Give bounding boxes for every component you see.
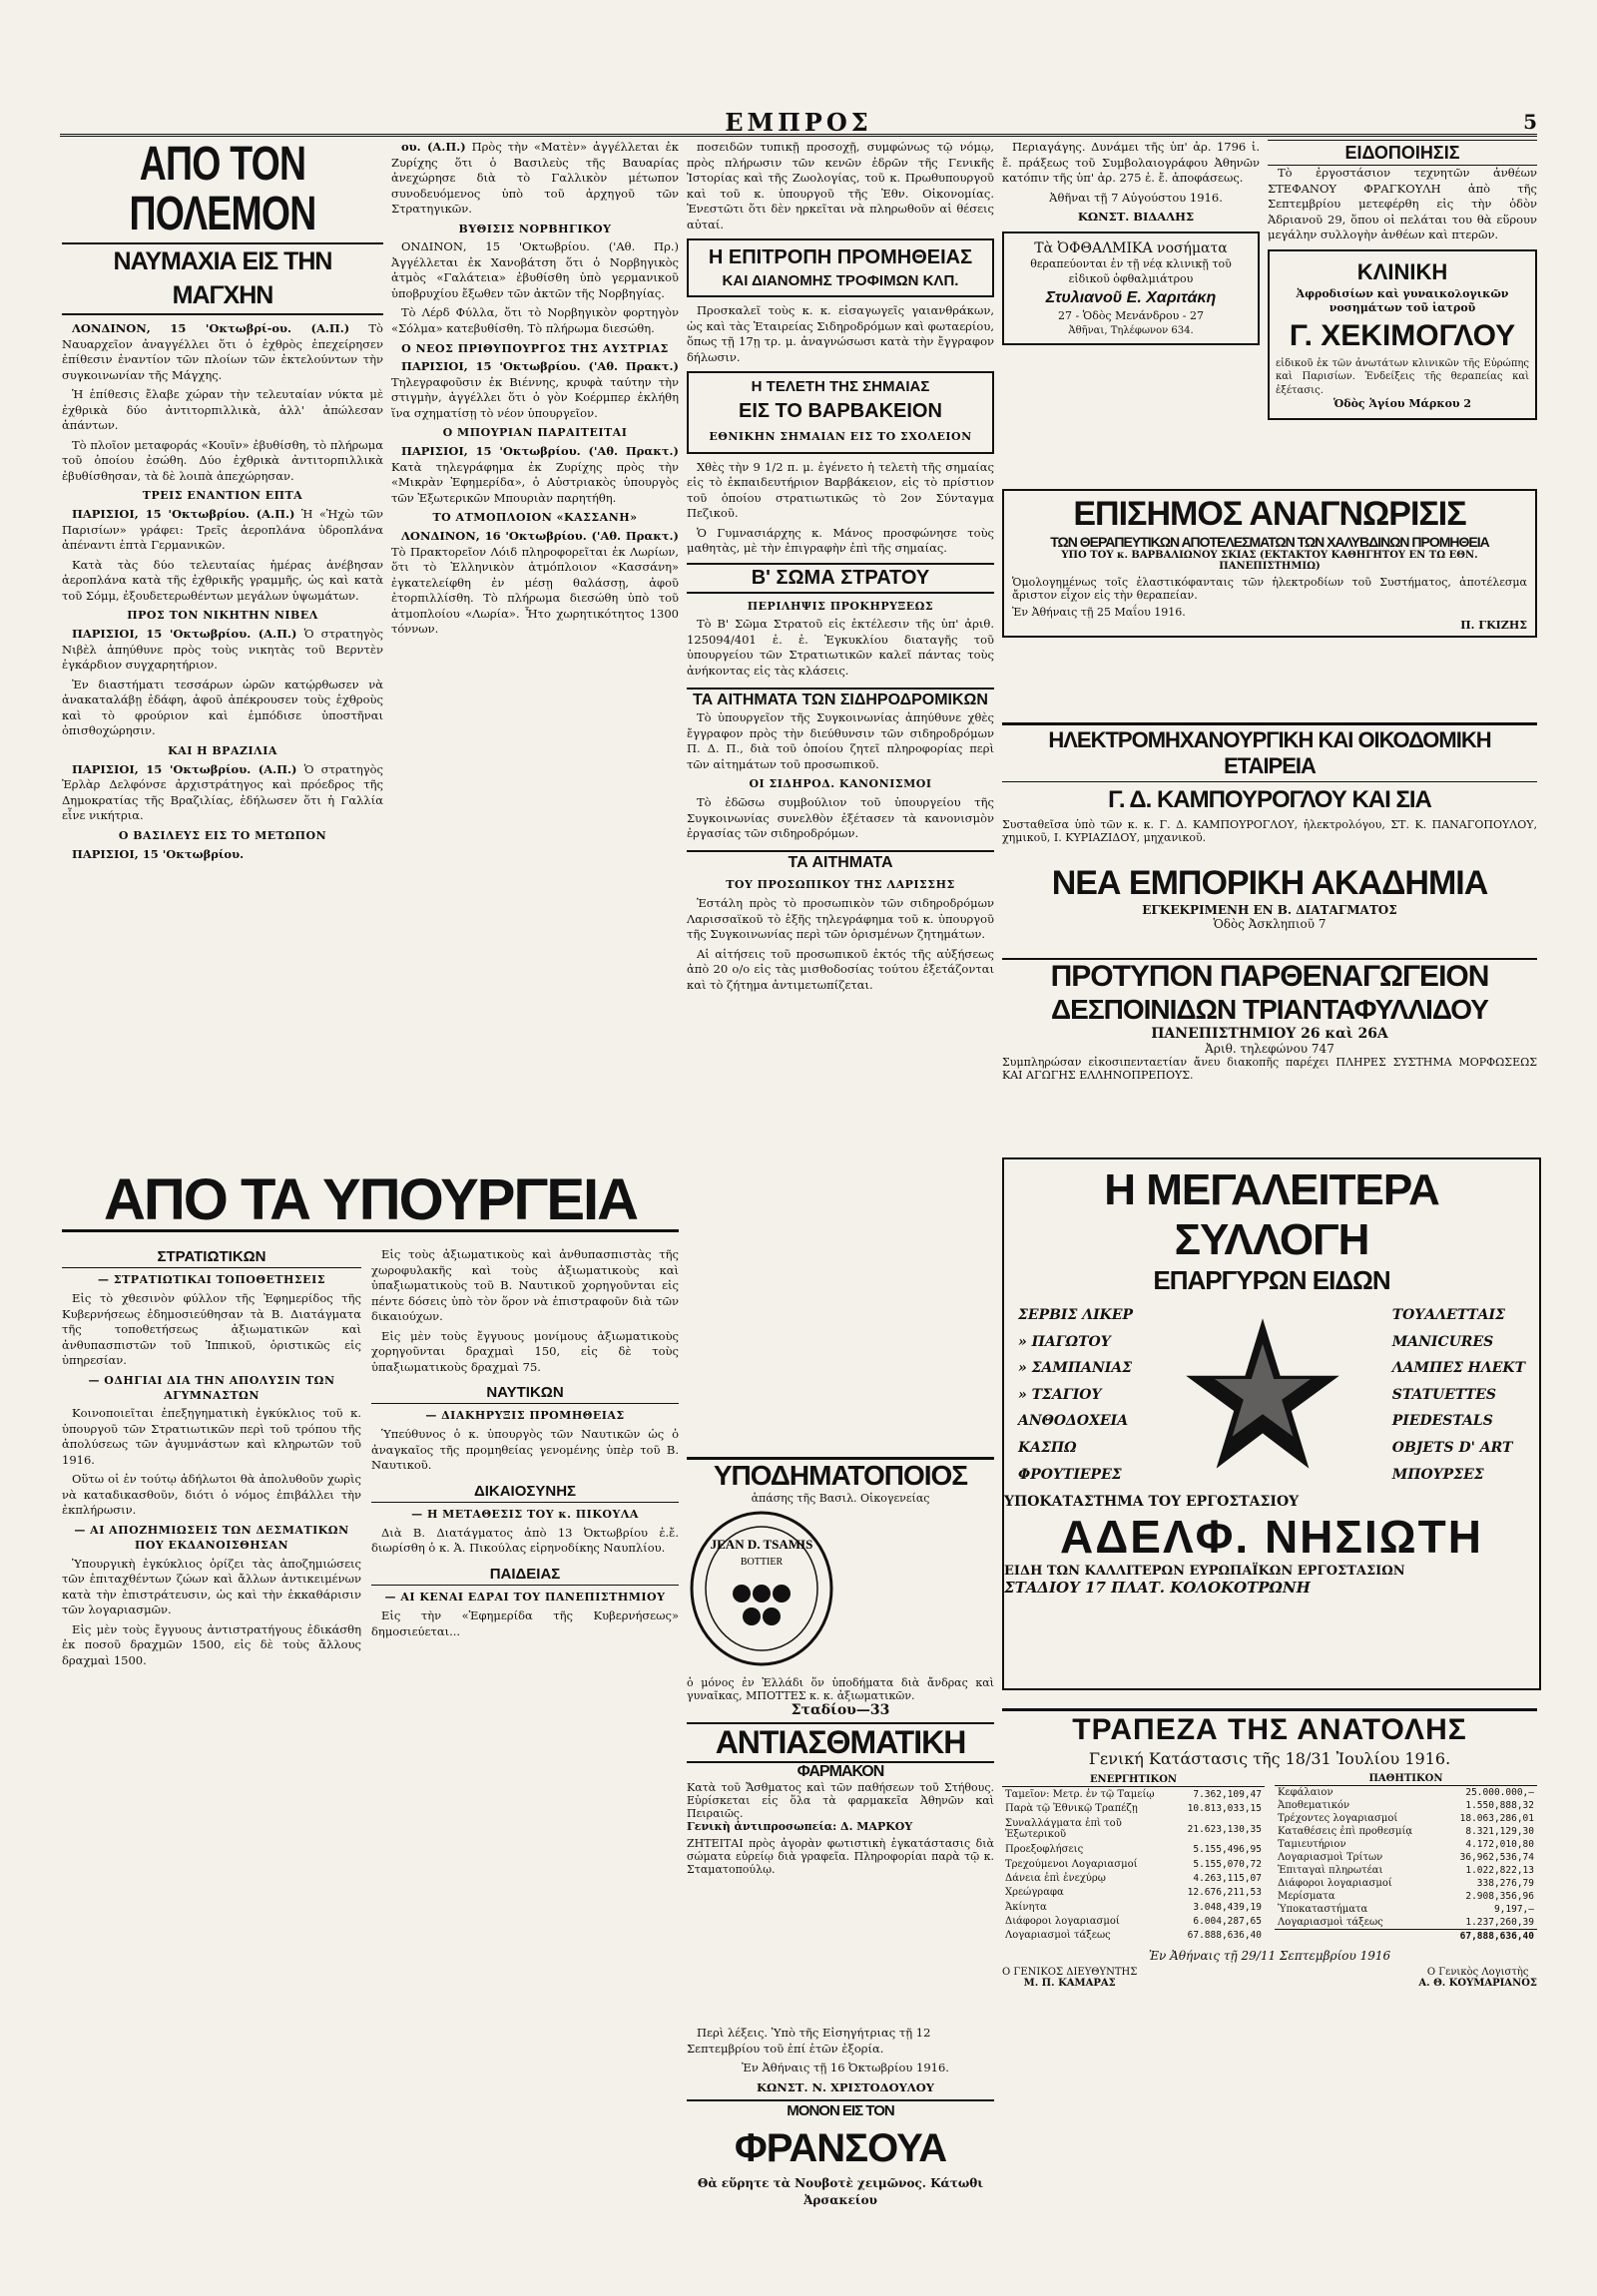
- notice-signer: ΚΩΝΣΤ. ΒΙΔΑΛΗΣ: [1077, 210, 1195, 225]
- ad-address: Ὁδὸς Ἁγίου Μάρκου 2: [1332, 397, 1472, 411]
- silver-items: [1004, 1296, 1539, 1494]
- table-row: [1275, 1786, 1537, 1800]
- row-label: Τρεχούμενοι Λογαριασμοί: [1005, 1858, 1138, 1870]
- row-value: 12.676,211,53: [1187, 1887, 1262, 1899]
- liabilities-table: [1275, 1772, 1537, 1943]
- subheading: — ΟΔΗΓΙΑΙ ΔΙΑ ΤΗΝ ΑΠΟΛΥΣΙΝ ΤΩΝ ΑΓΥΜΝΑΣΤΩΝ: [88, 1373, 335, 1402]
- dateline: ΠΑΡΙΣΙΟΙ, 15 'Οκτωβρίου. (Α.Π.): [72, 627, 297, 642]
- ad-subtitle: ἀπάσης τῆς Βασιλ. Οἰκογενείας: [751, 1492, 930, 1505]
- table-row: [1002, 1843, 1265, 1857]
- row-value: 1.022,822,13: [1465, 1865, 1534, 1876]
- ad-text: εἰδικοῦ ἐκ τῶν ἀνωτάτων κλινικῶν τῆς Εὐρώπης καὶ Παρισίων. Ἐνδείξεις τῆς θεραπείας καὶ ἐξέτασις.: [1276, 357, 1529, 396]
- silver-item: PIEDESTALS: [1391, 1413, 1493, 1430]
- ministries-headline: ΑΠΟ ΤΑ ΥΠΟΥΡΓΕΙΑ: [62, 1171, 679, 1232]
- article-text: Οὕτω οἱ ἐν τούτῳ ἀδήλωτοι θὰ ἀπολυθοῦν χωρὶς νὰ καταδικασθοῦν, διότι ὁ νόμος ἐπιβάλλει τὴν ἐκπλήρωσιν.: [62, 1472, 361, 1518]
- article-text: Περιαγάγης. Δυνάμει τῆς ὑπ' ἀρ. 1796 ἰ. ἔ. πράξεως τοῦ Συμβολαιογράφου Ἀθηνῶν κατόπιν τῆς ὑπ' ἀρ. 275 ἐ. ἔ. ἀποφάσεως.: [1002, 140, 1260, 186]
- ad-text: Κατὰ τοῦ Ἄσθματος καὶ τῶν παθήσεων τοῦ Στήθους. Εὑρίσκεται εἰς ὅλα τὰ φαρμακεῖα Ἀθηνῶν καὶ Πειραιῶς.: [687, 1781, 994, 1820]
- row-label: Λογαριασμοὶ Τρίτων: [1278, 1852, 1383, 1863]
- ad-line: Τὰ ὈΦΘΑΛΜΙΚΑ νοσήματα: [1034, 239, 1228, 256]
- row-value: 5.155,496,95: [1193, 1844, 1262, 1856]
- row-value: 6.004,287,65: [1193, 1915, 1262, 1927]
- seal-name: JEAN D. TSAMIS: [710, 1537, 813, 1552]
- bank-total: 67,888,636,40: [1442, 1930, 1537, 1944]
- bank-title: ΤΡΑΠΕΖΑ ΤΗΣ ΑΝΑΤΟΛΗΣ: [1072, 1713, 1467, 1746]
- row-label: Παρὰ τῷ Ἐθνικῷ Τραπέζῃ: [1005, 1803, 1138, 1815]
- table-row: [1275, 1812, 1537, 1825]
- doctor-name: Γ. ΧΕΚΙΜΟΓΛΟΥ: [1289, 319, 1516, 353]
- ad-text: Συσταθεῖσα ὑπὸ τῶν κ. κ. Γ. Δ. ΚΑΜΠΟΥΡΟΓΛΟΥ, ἠλεκτρολόγου, ΣΤ. Κ. ΠΑΝΑΓΟΠΟΥΛΟΥ, χημικοῦ, Ι. ΚΥΡΙΑΖΙΔΟΥ, μηχανικοῦ.: [1002, 818, 1537, 844]
- subheading: ΤΡΕΙΣ ΕΝΑΝΤΙΟΝ ΕΠΤΑ: [142, 489, 303, 503]
- table-row: [1002, 1914, 1265, 1928]
- war-news-column-2: [391, 140, 679, 642]
- recognition-ad: [1002, 489, 1537, 638]
- subheading: ΕΘΝΙΚΗΝ ΣΗΜΑΙΑΝ ΕΙΣ ΤΟ ΣΧΟΛΕΙΟΝ: [709, 429, 972, 443]
- ad-text: Θὰ εὕρητε τὰ Νουβοτὲ χειμῶνος. Κάτωθι Ἀρσακείου: [697, 2176, 984, 2207]
- section-title: ΝΑΥΤΙΚΩΝ: [371, 1383, 679, 1404]
- article-text: Ἐστάλη πρὸς τὸ προσωπικὸν τῶν σιδηροδρόμων Λαρισσαϊκοῦ τὸ ἑξῆς τηλεγράφημα τοῦ κ. ὑπουργοῦ τῆς Συγκοινωνίας περὶ τῶν ὁρισμένων ζητημάτων.: [687, 895, 994, 942]
- ad-text: ὁ μόνος ἐν Ἑλλάδι ὅν ὑποδήματα διὰ ἄνδρας καὶ γυναῖκας, ΜΠΟΤΤΕΣ κ. κ. ἀξιωματικῶν.: [687, 1676, 994, 1702]
- silver-item: ΦΡΟΥΤΙΕΡΕΣ: [1018, 1466, 1122, 1483]
- section-title: ΤΑ ΑΙΤΗΜΑΤΑ ΤΩΝ ΣΙΔΗΡΟΔΡΟΜΙΚΩΝ: [687, 688, 994, 711]
- subheading: ΚΑΙ Η ΒΡΑΖΙΛΙΑ: [168, 743, 277, 757]
- ads-column: [1268, 140, 1537, 426]
- silver-item: ΑΝΘΟΔΟΧΕΙΑ: [1018, 1413, 1129, 1430]
- ad-title: ΗΛΕΚΤΡΟΜΗΧΑΝΟΥΡΓΙΚΗ ΚΑΙ ΟΙΚΟΔΟΜΙΚΗ ΕΤΑΙΡΕΙΑ: [1002, 722, 1537, 782]
- article-text: Χθὲς τὴν 9 1/2 π. μ. ἐγένετο ἡ τελετὴ τῆς σημαίας εἰς τὸ ἐκπαιδευτήριον Βαρβάκειον, εἰς τὸ πρίστιον τοῦ ὁποίου στρατιωτικῶς τὸ 2ον Σύνταγμα Πεζικοῦ.: [687, 459, 994, 521]
- article-text: Τὸ Πρακτορεῖον Λόιδ πληροφορεῖται ἐκ Λωρίων, ὅτι τὸ Ἑλληνικὸν ἀτμόπλοιον «Κασσάνη» ἐγκατελείφθη ἐν μέσῃ θαλάσσῃ, ἀφοῦ ἐτορπιλλίσθη. Τὸ πλήρωμα διεσώθη ὑπὸ τοῦ ἀτμοπλοίου «Λωρία». Ἦτο χωρητικότητος 1300 τόννων.: [391, 544, 679, 637]
- shoemaker-seal-icon: [687, 1509, 836, 1668]
- ad-subtitle: ΕΓΚΕΚΡΙΜΕΝΗ ΕΝ Β. ΔΙΑΤΑΓΜΑΤΟΣ: [1142, 903, 1397, 917]
- article-text: Ὁ στρατηγὸς Ἐρλὰρ Δελφόνσε ἀρχιστράτηγος καὶ πρόεδρος τῆς Δημοκρατίας τῆς Βραζιλίας, ἐδήλωσεν ὅτι ἡ Γαλλία εἶνε νικήτρια.: [62, 761, 383, 823]
- row-label: Τρέχοντες λογαριασμοί: [1278, 1813, 1398, 1824]
- row-label: Δάνεια ἐπὶ ἐνεχύρῳ: [1005, 1872, 1106, 1884]
- ministries-column-1: [62, 1247, 361, 1672]
- silver-item: STATUETTES: [1391, 1386, 1497, 1403]
- assets-header: ΕΝΕΡΓΗΤΙΚΟΝ: [1002, 1772, 1265, 1787]
- domestic-news-column: [687, 140, 994, 997]
- section-title: ΚΑΙ ΔΙΑΝΟΜΗΣ ΤΡΟΦΙΜΩΝ ΚΛΠ.: [722, 272, 959, 290]
- table-row: [1002, 1900, 1265, 1914]
- academy-ad: [1002, 864, 1537, 931]
- subheading: ΠΕΡΙΛΗΨΙΣ ΠΡΟΚΗΡΥΞΕΩΣ: [747, 599, 934, 613]
- ad-subtitle: ΦΑΡΜΑΚΟΝ: [797, 1763, 884, 1780]
- table-row: [1002, 1787, 1265, 1802]
- subheading: — ΣΤΡΑΤΙΩΤΙΚΑΙ ΤΟΠΟΘΕΤΗΣΕΙΣ: [98, 1273, 325, 1287]
- row-label: Λογαριασμοὶ τάξεως: [1005, 1930, 1111, 1942]
- row-label: Ἀκίνητα: [1005, 1901, 1047, 1913]
- liabilities-header: ΠΑΘΗΤΙΚΟΝ: [1275, 1772, 1537, 1786]
- ad-signer: Π. ΓΚΙΖΗΣ: [1460, 619, 1527, 632]
- school-ad: [1002, 958, 1537, 1082]
- table-row: [1275, 1864, 1537, 1877]
- row-label: Διάφοροι λογαριασμοί: [1278, 1878, 1392, 1889]
- row-value: 10.813,033,15: [1187, 1803, 1262, 1815]
- article-text: Εἰς μὲν τοὺς ἔγγυους μονίμους ἀξιωματικοὺς χορηγοῦνται δραχμαὶ 150, εἰς δὲ τοὺς ὑπαξιωματικοὺς δραχμαὶ 75.: [371, 1328, 679, 1374]
- silver-item: » ΠΑΓΩΤΟΥ: [1018, 1333, 1111, 1350]
- notice-date: Ἀθῆναι τῇ 7 Αὐγούστου 1916.: [1049, 190, 1223, 205]
- subheading: — ΑΙ ΚΕΝΑΙ ΕΔΡΑΙ ΤΟΥ ΠΑΝΕΠΙΣΤΗΜΙΟΥ: [384, 1591, 666, 1605]
- accountant-title: Ο Γενικὸς Λογιστὴς: [1426, 1967, 1529, 1978]
- ad-date: Ἐν Ἀθήναις τῇ 25 Μαΐου 1916.: [1012, 606, 1186, 619]
- ad-address: Σταδίου—33: [791, 1702, 890, 1718]
- article-text: Εἰς τοὺς ἀξιωματικοὺς καὶ ἀνθυπασπιστὰς τῆς χωροφυλακῆς καὶ τοὺς ἀξιωματικοὺς καὶ ὑπαξιωματικοὺς τοῦ Β. Ναυτικοῦ χορηγοῦνται εἰς πέντε δόσεις ὑπὸ τὸν ὅρον νὰ ἐπιστραφοῦν διὰ τῶν δικαιούχων.: [371, 1247, 679, 1324]
- subheading: ΠΡΟΣ ΤΟΝ ΝΙΚΗΤΗΝ ΝΙΒΕΛ: [127, 609, 318, 623]
- article-text: Προσκαλεῖ τοὺς κ. κ. εἰσαγωγεῖς γαιανθράκων, ὡς καὶ τὰς Ἑταιρείας Σιδηροδρόμων καὶ φωταερίου, ὅπως τῇ 17ῃ τρ. μ. ἀναγνώσωσι κατὰ τὴν ἔγγραφον δήλωσιν.: [687, 303, 994, 364]
- row-label: Ταμιευτήριον: [1278, 1839, 1346, 1850]
- table-row: [1275, 1916, 1537, 1930]
- ad-title: ΦΡΑΝΣΟΥΑ: [734, 2126, 947, 2171]
- article-text: Τὸ ἐργοστάσιον τεχνητῶν ἀνθέων ΣΤΕΦΑΝΟΥ ΦΡΑΓΚΟΥΛΗ ἀπὸ τῆς Σεπτεμβρίου μετεφέρθη εἰς τὴν ὁδὸν Ἀδριανοῦ 29, ὅπου οἱ πελάται του θὰ εὕρουν μεγάλην συλλογὴν ἀνθέων καὶ πτερῶν.: [1268, 166, 1537, 242]
- subheading: ΒΥΘΙΣΙΣ ΝΟΡΒΗΓΙΚΟΥ: [458, 222, 612, 235]
- silver-item: » ΣΑΜΠΑΝΙΑΣ: [1018, 1360, 1133, 1377]
- ad-address: Ὁδὸς Ἀσκληπιοῦ 7: [1213, 917, 1327, 931]
- table-row: [1002, 1816, 1265, 1842]
- ad-line: ΕΙΔΗ ΤΩΝ ΚΑΛΛΙΤΕΡΩΝ ΕΥΡΩΠΑΪΚΩΝ ΕΡΓΟΣΤΑΣΙΩΝ: [1004, 1564, 1405, 1580]
- ad-title: ΔΕΣΠΟΙΝΙΔΩΝ ΤΡΙΑΝΤΑΦΥΛΛΙΔΟΥ: [1051, 994, 1488, 1025]
- silver-item: ΤΟΥΑΛΕΤΤΑΙΣ: [1391, 1307, 1505, 1323]
- clinic-ad: [1268, 249, 1537, 420]
- section-title: ΠΑΙΔΕΙΑΣ: [371, 1565, 679, 1586]
- article-text: ποσειδῶν τυπικῇ προσοχῇ, συμφώνως τῷ νόμῳ, πρὸς πλήρωσιν τῶν κενῶν ἐδρῶν τῆς Γενικῆς Ἱστορίας καὶ τῆς Ζωολογίας, τοῦ κ. Πρωθυπουργοῦ καὶ τοῦ κ. ὑπουργοῦ τῆς Ἐθν. Οἰκονομίας. Ἐνεστῶτι ὅτι δὲν ηρκεῖται νὰ πληρωθοῦν αἱ θέσεις αὐταί.: [687, 140, 994, 231]
- article-text: Διὰ Β. Διατάγματος ἀπὸ 13 Ὀκτωβρίου ἐ.ἔ. διωρίσθη ὁ κ. Ἀ. Πικούλας εἰρηνοδίκης Ναυπλίου.: [371, 1525, 679, 1556]
- row-value: 1.237,260,39: [1465, 1917, 1534, 1928]
- article-text: Τὸ Λέρδ Φύλλα, ὅτι τὸ Νορβηγικὸν φορτηγὸν «Σόλμα» κατεβυθίσθη. Τὸ πλήρωμα διεσώθη.: [391, 305, 679, 335]
- ad-address: 27 - Ὁδὸς Μενάνδρου - 27: [1058, 308, 1204, 322]
- dateline: ΠΑΡΙΣΙΟΙ, 15 'Οκτωβρίου. ('Αθ. Πρακτ.): [401, 444, 679, 459]
- war-headline: ΑΠΟ ΤΟΝ ΠΟΛΕΜΟΝ: [129, 138, 316, 241]
- article-text: Εἰς μὲν τοὺς ἔγγυους ἀντιστρατήγους ἐδικάσθη ἐκ ποσοῦ δραχμῶν 1500, εἰς δὲ τοὺς ἄλλους δραχμαὶ 1500.: [62, 1621, 361, 1667]
- article-text: Ἡ ἐπίθεσις ἔλαβε χώραν τὴν τελευταίαν νύκτα μὲ ἐχθρικὰ δύο ἀντιτορπιλλικὰ, ἀλλ' ἀπώλεσαν ἁπάντων.: [62, 387, 383, 433]
- row-value: 7.362,109,47: [1193, 1789, 1262, 1801]
- table-row: [1002, 1929, 1265, 1943]
- article-text: Τὸ ἐδῶσω συμβούλιον τοῦ ὑπουργείου τῆς Συγκοινωνίας συνελθὸν ἐξέτασεν τὰ κανονισμὸν ἐργασίας τῶν σιδηροδρόμων.: [687, 795, 994, 841]
- article-text: Κοινοποιεῖται ἐπεξηγηματικὴ ἐγκύκλιος τοῦ κ. ὑπουργοῦ τῶν Στρατιωτικῶν περὶ τοῦ τρόπου τῆς ἀπολύσεως τῶν ἀγυμνάστων καὶ κληρωτῶν τοῦ 1916.: [62, 1406, 361, 1467]
- ministries-column-2: [371, 1247, 679, 1643]
- row-value: 4.172,010,80: [1465, 1839, 1534, 1850]
- legal-notice: [687, 2026, 994, 2208]
- row-label: Κεφάλαιον: [1278, 1787, 1333, 1798]
- row-value: 1.550,888,32: [1465, 1800, 1534, 1811]
- row-label: Ἀποθεματικόν: [1278, 1800, 1350, 1811]
- ad-address: ΣΤΑΔΙΟΥ 17 ΠΛΑΤ. ΚΟΛΟΚΟΤΡΩΝΗ: [1004, 1579, 1311, 1598]
- seal-sub: BOTTIER: [740, 1557, 784, 1568]
- silver-item: » ΤΣΑΓΙΟΥ: [1018, 1386, 1102, 1403]
- ad-title: ΠΡΟΤΥΠΟΝ ΠΑΡΘΕΝΑΓΩΓΕΙΟΝ: [1050, 960, 1489, 993]
- page-number: 5: [1523, 110, 1537, 134]
- ad-agent: Γενικὴ ἀντιπροσωπεία: Δ. ΜΑΡΚΟΥ: [687, 1820, 913, 1833]
- subheading: Ο ΒΑΣΙΛΕΥΣ ΕΙΣ ΤΟ ΜΕΤΩΠΟΝ: [118, 828, 327, 842]
- silverware-ad: [1002, 1157, 1541, 1690]
- subheading: ΤΟ ΑΤΜΟΠΛΟΙΟΝ «ΚΑΣΣΑΝΗ»: [432, 511, 638, 525]
- subheading: — ΑΙ ΑΠΟΖΗΜΙΩΣΕΙΣ ΤΩΝ ΔΕΣΜΑΤΙΚΩΝ ΠΟΥ ΕΚΔΑΝΟΙΣΘΗΣΑΝ: [74, 1523, 349, 1552]
- table-row: [1275, 1799, 1537, 1812]
- subheading: Ο ΝΕΟΣ ΠΡΙΘΥΠΟΥΡΓΟΣ ΤΗΣ ΑΥΣΤΡΙΑΣ: [401, 341, 669, 355]
- row-value: 3.048,439,19: [1193, 1901, 1262, 1913]
- subheading: ΟΙ ΣΙΔΗΡΟΔ. ΚΑΝΟΝΙΣΜΟΙ: [749, 777, 932, 791]
- ad-line: θεραπεύονται ἐν τῇ νέᾳ κλινικῇ τοῦ εἰδικοῦ ὀφθαλμιάτρου: [1030, 257, 1232, 286]
- row-label: Συναλλάγματα ἐπὶ τοῦ Ἐξωτερικοῦ: [1005, 1818, 1122, 1841]
- row-label: Λογαριασμοὶ τάξεως: [1278, 1917, 1383, 1928]
- article-text: Κατὰ τὰς δύο τελευταίας ἡμέρας ἀνέβησαν ἀεροπλάνα κατὰ τῆς ἐχθρικῆς γραμμῆς, ὡς καὶ κατὰ τοῦ Σόμμ, ἐξουδετερωθέντων μεγάλων ὑψωμάτων.: [62, 557, 383, 603]
- article-text: Εἰς τὸ χθεσινὸν φύλλον τῆς Ἐφημερίδος τῆς Κυβερνήσεως ἐδημοσιεύθησαν τὰ Β. Διατάγματα τῆς τοποθετήσεως ἀξιωματικῶν καὶ ἀνθυπασπιστῶν τοῦ Ἱππικοῦ, ὁριστικῶς εἰς ὑπηρεσίαν.: [62, 1291, 361, 1368]
- table-row: [1275, 1851, 1537, 1864]
- article-text: Τὸ ὑπουργεῖον τῆς Συγκοινωνίας ἀπηύθυνε χθὲς ἔγγραφον πρὸς τὴν διεύθυνσιν τῶν σιδηροδρόμων Π. Δ. Π., διὰ τοῦ ὁποίου ζητεῖ πληροφορίας περὶ τῶν αἰτημάτων τοῦ προσωπικοῦ.: [687, 710, 994, 771]
- article-text: Ὁ Γυμνασιάρχης κ. Μάνος προσφώνησε τοὺς μαθητὰς, μὲ τὴν ἐπιγραφὴν ἐπὶ τῆς σημαίας.: [687, 525, 994, 556]
- ad-title: ΕΠΙΣΗΜΟΣ ΑΝΑΓΝΩΡΙΣΙΣ: [1073, 495, 1466, 533]
- section-title: Η ΕΠΙΤΡΟΠΗ ΠΡΟΜΗΘΕΙΑΣ: [708, 246, 973, 269]
- director-title: Ο ΓΕΝΙΚΟΣ ΔΙΕΥΘΥΝΤΗΣ: [1002, 1967, 1138, 1978]
- section-title: ΕΙΣ ΤΟ ΒΑΡΒΑΚΕΙΟΝ: [739, 399, 942, 422]
- bank-date: Ἐν Ἀθήναις τῇ 29/11 Σεπτεμβρίου 1916: [1148, 1949, 1391, 1963]
- row-label: Διάφοροι λογαριασμοί: [1005, 1915, 1120, 1927]
- dateline: ΠΑΡΙΣΙΟΙ, 15 'Οκτωβρίου. ('Αθ. Πρακτ.): [401, 359, 679, 374]
- article-text: Τὸ Β' Σῶμα Στρατοῦ εἰς ἐκτέλεσιν τῆς ὑπ' ἀριθ. 125094/401 ἐ. ἐ. Ἐγκυκλίου διαταγῆς τοῦ ὑπουργείου τῶν Στρατιωτικῶν καλεῖ πάντας τοὺς ἀνήκοντας εἰς τὰς κλάσεις.: [687, 617, 994, 678]
- article-text: Ὑπεύθυνος ὁ κ. ὑπουργὸς τῶν Ναυτικῶν ὡς ὁ ἀναγκαῖος τῆς προμηθείας γενομένης ὑπὲρ τοῦ Β. Ναυτικοῦ.: [371, 1427, 679, 1473]
- article-text: Κατὰ τηλεγράφημα ἐκ Ζυρίχης πρὸς τὴν «Μικρὰν Ἐφημερίδα», ὁ Αὐστριακὸς ὑπουργὸς τῶν Ἐξωτερικῶν Μπουριὰν παρητήθη.: [391, 459, 679, 505]
- dateline: ου. (Α.Π.): [401, 140, 466, 154]
- newspaper-title: ΕΜΠΡΟΣ: [725, 108, 872, 137]
- row-value: 18.063,286,01: [1459, 1813, 1534, 1824]
- dateline: ΠΑΡΙΣΙΟΙ, 15 'Οκτωβρίου. (Α.Π.): [72, 507, 295, 522]
- notice-title: ΕΙΔΟΠΟΙΗΣΙΣ: [1268, 140, 1537, 166]
- table-row: [1275, 1825, 1537, 1838]
- row-label: Μερίσματα: [1278, 1891, 1335, 1902]
- table-row: [1002, 1871, 1265, 1885]
- section-title: Β' ΣΩΜΑ ΣΤΡΑΤΟΥ: [687, 563, 994, 594]
- article-text: Πρὸς τὴν «Ματὲν» ἀγγέλλεται ἐκ Ζυρίχης ὅτι ὁ Βασιλεὺς τῆς Βαυαρίας ἀνεχώρησε διὰ τὸ Γαλλικὸν μέτωπον συνοδευόμενος ὑπὸ τοῦ ἀρχηγοῦ τῶν Στρατηγικῶν.: [391, 140, 679, 217]
- section-title: ΤΑ ΑΙΤΗΜΑΤΑ: [687, 850, 994, 874]
- silver-item: ΣΕΡΒΙΣ ΛΙΚΕΡ: [1018, 1307, 1134, 1323]
- war-news-column-1: [62, 140, 383, 866]
- ad-title: ΑΝΤΙΑΣΘΜΑΤΙΚΗ: [687, 1722, 994, 1763]
- company-name: ΑΔΕΛΦ. ΝΗΣΙΩΤΗ: [1060, 1511, 1483, 1564]
- article-text: Ἡ «Ἠχὼ τῶν Παρισίων» γράφει: Τρεῖς ἀεροπλάνα ὑδροπλάνα ἀπέναντι ἑπτὰ Γερμανικῶν.: [62, 507, 384, 553]
- notice-signer: ΚΩΝΣΤ. Ν. ΧΡΙΣΤΟΔΟΥΛΟΥ: [757, 2079, 934, 2094]
- supply-committee-box: [687, 238, 994, 297]
- notices-column: [1002, 140, 1260, 351]
- article-text: Ὑπουργικὴ ἐγκύκλιος ὁρίζει τὰς ἀποζημιώσεις τῶν ἐπιταχθέντων ζώων καὶ ἄλλων ἀντικειμένων κατὰ τὴν ἐπιστράτευσιν, ὡς καὶ τὴν ἐκκαθάρισιν τῶν λογαριασμῶν.: [62, 1556, 361, 1617]
- row-value: 21.623,130,35: [1187, 1823, 1262, 1835]
- section-title: ΣΤΡΑΤΙΩΤΙΚΩΝ: [62, 1247, 361, 1268]
- shoemaker-ad: [687, 1457, 994, 1876]
- article-text: Εἰς τὴν «Ἐφημερίδα τῆς Κυβερνήσεως» δημοσιεύεται...: [371, 1607, 679, 1638]
- silver-item: ΛΑΜΠΕΣ ΗΛΕΚΤ: [1391, 1360, 1525, 1377]
- section-title: Η ΤΕΛΕΤΗ ΤΗΣ ΣΗΜΑΙΑΣ: [751, 378, 930, 396]
- subheading: Ο ΜΠΟΥΡΙΑΝ ΠΑΡΑΙΤΕΙΤΑΙ: [442, 426, 628, 440]
- subheading: ΤΟΥ ΠΡΟΣΩΠΙΚΟΥ ΤΗΣ ΛΑΡΙΣΣΗΣ: [726, 878, 955, 892]
- article-text: Περὶ λέξεις. Ὑπὸ τῆς Εἰσηγήτριας τῇ 12 Σεπτεμβρίου τοῦ ἐπί ἐτῶν ἐξορία.: [687, 2026, 931, 2056]
- table-row: [1275, 1838, 1537, 1851]
- row-value: 9,197,—: [1493, 1904, 1534, 1915]
- silver-item: OBJETS D' ART: [1391, 1439, 1513, 1456]
- ad-subtitle: ΤΩΝ ΘΕΡΑΠΕΥΤΙΚΩΝ ΑΠΟΤΕΛΕΣΜΑΤΩΝ ΤΩΝ ΧΑΛΥΒΔΙΝΩΝ ΠΡΟΜΗΘΕΙΑ: [1050, 534, 1489, 550]
- ad-title: ΚΛΙΝΙΚΗ: [1356, 258, 1448, 284]
- article-text: Ἐν διαστήματι τεσσάρων ὡρῶν κατῴρθωσεν νὰ ἀνακαταλάβῃ ἐδάφη, ἀφοῦ ἀπέκρουσεν τοὺς ἐχθροὺς καὶ τὸ φρούριον καὶ ἐμπόδισε ὑποστῆναι ὀπισθοχώρησιν.: [62, 677, 383, 738]
- ad-title: ΝΕΑ ΕΜΠΟΡΙΚΗ ΑΚΑΔΗΜΙΑ: [1051, 864, 1488, 902]
- company-name: Γ. Δ. ΚΑΜΠΟΥΡΟΓΛΟΥ ΚΑΙ ΣΙΑ: [1108, 786, 1431, 813]
- silver-items-right: [1392, 1302, 1525, 1488]
- row-value: 67.888,636,40: [1187, 1930, 1262, 1942]
- ad-text: ΖΗΤΕΙΤΑΙ πρὸς ἀγορὰν φωτιστικὴ ἐγκατάστασις διὰ σώματα εὐρείῳ διὰ γραφεῖα. Πληροφορίαι παρὰ τῷ κ. Σταματοπούλῳ.: [687, 1837, 994, 1876]
- star-icon: [1183, 1315, 1342, 1475]
- masthead: [60, 108, 1537, 137]
- article-text: Τὸ Ναυαρχεῖον ἀναγγέλλει ὅτι ὁ ἐχθρὸς ἐπεχείρησεν ἐπίθεσιν ἐναντίον τῶν πλοίων τῶν ἐκτελούντων τὴν συγκοινωνίαν τῆς Μάγχης.: [62, 321, 383, 382]
- row-label: Ὑποκαταστήματα: [1278, 1904, 1368, 1915]
- table-row: [1275, 1877, 1537, 1890]
- silver-items-left: [1018, 1302, 1133, 1488]
- article-text: ΟΝΔΙΝΟΝ, 15 'Οκτωβρίου. ('Αθ. Πρ.) Ἀγγέλλεται ἐκ Χανοβάτση ὅτι ὁ Νορβηγικὸς ἀτμὸς «Γαλάτεια» ἐβυθίσθη ὑπὸ γερμανικοῦ ὑποβρυχίου ἔξωθεν τῶν ἀκτῶν τῆς Νορβηγίας.: [391, 239, 679, 300]
- ad-phone: Ἀριθ. τηλεφώνου 747: [1205, 1042, 1334, 1056]
- bank-subtitle: Γενική Κατάστασις τῆς 18/31 Ἰουλίου 1916.: [1088, 1749, 1451, 1768]
- row-value: 2.908,356,96: [1465, 1891, 1534, 1902]
- subheading: — ΔΙΑΚΗΡΥΞΙΣ ΠΡΟΜΗΘΕΙΑΣ: [425, 1409, 625, 1423]
- row-label: Ἐπιταγαὶ πληρωτέαι: [1278, 1865, 1383, 1876]
- table-row: [1002, 1802, 1265, 1816]
- ad-line: ΥΠΟΚΑΤΑΣΤΗΜΑ ΤΟΥ ΕΡΓΟΣΤΑΣΙΟΥ: [1004, 1494, 1300, 1511]
- director-name: Μ. Π. ΚΑΜΑΡΑΣ: [1023, 1978, 1116, 1989]
- ad-subtitle: ΥΠΟ ΤΟΥ κ. ΒΑΡΒΑΛΙΩΝΟΥ ΣΚΙΑΣ (ΕΚΤΑΚΤΟΥ ΚΑΘΗΓΗΤΟΥ ΕΝ ΤΩ ΕΘΝ. ΠΑΝΕΠΙΣΤΗΜΙΩ): [1061, 550, 1478, 572]
- row-label: Προεξοφλήσεις: [1005, 1844, 1084, 1856]
- ad-phone: Ἀθῆναι, Τηλέφωνον 634.: [1068, 324, 1194, 336]
- table-row: [1002, 1886, 1265, 1900]
- section-title: ΔΙΚΑΙΟΣΥΝΗΣ: [371, 1482, 679, 1503]
- subheading: — Η ΜΕΤΑΘΕΣΙΣ ΤΟΥ κ. ΠΙΚΟΥΛΑ: [411, 1508, 639, 1522]
- silver-item: ΜΠΟΥΡΣΕΣ: [1391, 1466, 1484, 1483]
- row-value: 8.321,129,30: [1465, 1826, 1534, 1837]
- row-label: Χρεώγραφα: [1005, 1887, 1064, 1899]
- ad-title: ΕΠΑΡΓΥΡΩΝ ΕΙΔΩΝ: [1153, 1265, 1390, 1295]
- ad-title: Η ΜΕΓΑΛΕΙΤΕΡΑ ΣΥΛΛΟΓΗ: [1104, 1165, 1439, 1264]
- row-value: 25.000.000,—: [1465, 1787, 1534, 1798]
- row-value: 36,962,536,74: [1459, 1852, 1534, 1863]
- naval-battle-headline: ΝΑΥΜΑΧΙΑ ΕΙΣ ΤΗΝ ΜΑΓΧΗΝ: [62, 242, 383, 316]
- ad-text: Συμπληρώσαν εἰκοσιπενταετίαν ἄνευ διακοπῆς παρέχει ΠΛΗΡΕΣ ΣΥΣΤΗΜΑ ΜΟΡΦΩΣΕΩΣ ΚΑΙ ΑΓΩΓΗΣ ΕΛΛΗΝΟΠΡΕΠΟΥΣ.: [1002, 1056, 1537, 1082]
- article-text: Τηλεγραφοῦσιν ἐκ Βιέννης, κρυφὰ ταύτην τὴν στιγμὴν, ἀγγέλλει ὅτι ὁ γὸν Κοέρμπερ ἐκλήθη ἵνα σχηματίσῃ τὸ νέον ὑπουργεῖον.: [391, 374, 679, 420]
- electric-company-ad: [1002, 722, 1537, 844]
- row-value: 338,276,79: [1476, 1878, 1534, 1889]
- table-row: [1275, 1903, 1537, 1916]
- row-label: Καταθέσεις ἐπὶ προθεσμίᾳ: [1278, 1826, 1413, 1837]
- ad-line: Ἀφροδισίων καὶ γυναικολογικῶν νοσημάτων τοῦ ἰατροῦ: [1296, 286, 1509, 315]
- article-text: Αἱ αἰτήσεις τοῦ προσωπικοῦ ἐκτός τῆς αὐξήσεως ἀπὸ 20 ο/ο εἰς τὰς μισθοδοσίας τούτου ἐξετάζονται καὶ τὸ ζήτημα ἀντιμετωπίζεται.: [687, 946, 994, 992]
- ad-text: Ὁμολογημένως τοῖς ἐλαστικόφανταις τῶν ἠλεκτροδίων τοῦ Συστήματος, ἀποτέλεσμα ἄριστον εἶχον εἰς τὴν θεραπείαν.: [1012, 576, 1527, 602]
- article-text: Ὁ στρατηγὸς Νιβὲλ ἀπηύθυνε πρὸς τοὺς νικητὰς τοῦ Βερντὲν ἐγκάρδιον συγχαρητήριον.: [62, 627, 383, 673]
- silver-item: MANICURES: [1391, 1333, 1494, 1350]
- table-row: [1275, 1890, 1537, 1903]
- dateline: ΛΟΝΔΙΝΟΝ, 16 'Οκτωβρίου. ('Αθ. Πρακτ.): [401, 529, 679, 544]
- eye-clinic-ad: [1002, 231, 1260, 346]
- silver-item: ΚΑΣΠΩ: [1018, 1439, 1077, 1456]
- notice-date: Ἐν Ἀθήναις τῇ 16 Ὀκτωβρίου 1916.: [742, 2061, 949, 2075]
- article-text: Τὸ πλοῖον μεταφοράς «Κουῖν» ἐβυθίσθη, τὸ πλήρωμα τοῦ ὁποίου ἐσώθη. Δύο ἐχθρικὰ ἀντιτορπιλλικὰ ἐβυθίσθησαν, τὰ δὲ λοιπὰ ἀπεχώρησαν.: [62, 437, 383, 483]
- ad-address: ΠΑΝΕΠΙΣΤΗΜΙΟΥ 26 καὶ 26Α: [1151, 1026, 1388, 1042]
- dateline: ΠΑΡΙΣΙΟΙ, 15 'Οκτωβρίου.: [72, 846, 245, 861]
- dateline: ΠΑΡΙΣΙΟΙ, 15 'Οκτωβρίου. (Α.Π.): [72, 761, 297, 776]
- doctor-name: Στυλιανοῦ Ε. Χαριτάκη: [1045, 289, 1217, 307]
- row-value: 5.155,070,72: [1193, 1858, 1262, 1870]
- dateline: ΛΟΝΔΙΝΟΝ, 15 'Οκτωβρί-ου. (Α.Π.): [72, 321, 350, 336]
- row-label: Ταμεῖον: Μετρ. ἐν τῷ Ταμείῳ: [1005, 1789, 1155, 1801]
- bank-statement: [1002, 1708, 1537, 1989]
- ad-title: ΥΠΟΔΗΜΑΤΟΠΟΙΟΣ: [687, 1457, 994, 1492]
- accountant-name: Α. Θ. ΚΟΥΜΑΡΙΑΝΟΣ: [1418, 1978, 1537, 1989]
- table-row: [1002, 1857, 1265, 1871]
- flag-ceremony-box: [687, 371, 994, 453]
- row-value: 4.263,115,07: [1193, 1872, 1262, 1884]
- ad-line: ΜΟΝΟΝ ΕΙΣ ΤΟΝ: [687, 2099, 994, 2121]
- assets-table: [1002, 1772, 1265, 1943]
